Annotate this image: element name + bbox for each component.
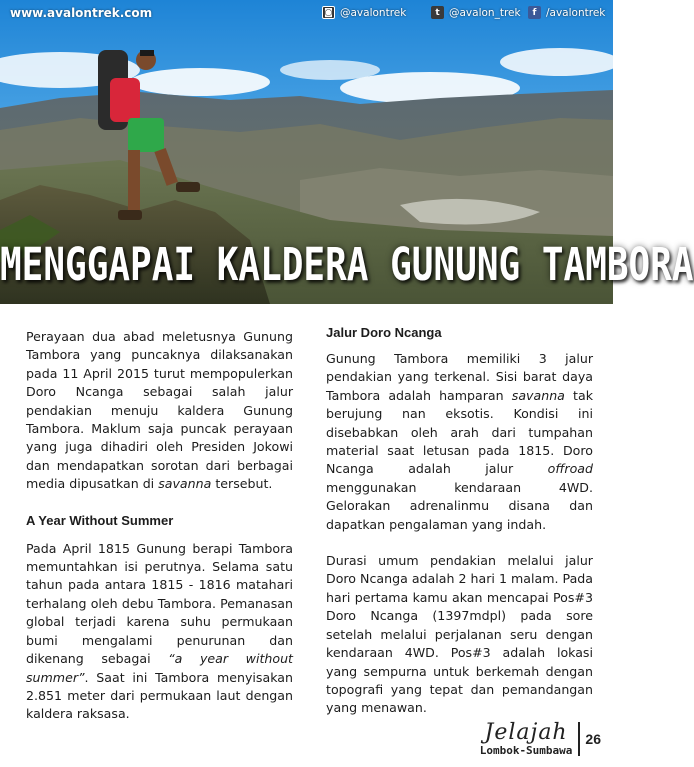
site-url[interactable]: www.avalontrek.com	[10, 6, 153, 20]
instagram-icon: ◙	[322, 6, 335, 19]
social-facebook[interactable]	[528, 6, 605, 19]
facebook-icon: f	[528, 6, 541, 19]
section1-paragraph: Pada April 1815 Gunung berapi Tambora memuntahkan isi perutnya. Selama satu tahun pada antara 1815 - 1816 matahari terhalang oleh debu Tambora. Pemanasan global terjadi karena suhu permukaan bumi mengalami penurunan dan dikenang sebagai “a year without summer”. Saat ini Tambora menyisakan 2.851 meter dari permukaan laut dengan kaldera raksasa.	[26, 540, 293, 722]
section2-paragraph-1: Gunung Tambora memiliki 3 jalur pendakian yang terkenal. Sisi barat daya Tambora adalah hamparan savanna tak berujung nan eksotis. Kondisi ini disebabkan oleh arah dari tumpahan material saat letusan pada 1815. Doro Ncanga adalah jalur offroad menggunakan kendaraan 4WD. Gelorakan adrenalinmu disana dan dapatkan pengalaman yang indah.	[326, 351, 593, 532]
social-instagram[interactable]	[322, 6, 406, 19]
section-heading-year-without-summer: A Year Without Summer	[26, 512, 174, 528]
facebook-handle: /avalontrek	[546, 6, 606, 19]
twitter-handle: @avalon_trek	[449, 6, 521, 19]
page-number: 26	[585, 731, 601, 747]
brand-bottom: Lombok-Sumbawa	[479, 744, 573, 757]
right-column	[326, 324, 593, 718]
section2-paragraph-2: Durasi umum pendakian melalui jalur Doro Ncanga adalah 2 hari 1 malam. Pada hari pertama kamu akan mencapai Pos#3 Doro Ncanga (1397mdpl) pada sore setelah melalui perjalanan seru dengan kendaraan 4WD. Pos#3 adalah lokasi yang sempurna untuk berkemah dengan topografi yang tepat dan pemandangan yang menawan.	[326, 553, 593, 716]
hero-banner	[0, 0, 694, 304]
instagram-handle: @avalontrek	[340, 6, 407, 19]
section-heading-jalur-doro-ncanga: Jalur Doro Ncanga	[326, 325, 442, 340]
twitter-icon: t	[431, 6, 444, 19]
intro-paragraph: Perayaan dua abad meletusnya Gunung Tambora yang puncaknya dilaksanakan pada 11 April 2015 turut mempopulerkan Doro Ncanga sebagai salah jalur pendakian menuju kaldera Gunung Tambora. Maklum saja puncak perayaan yang juga dihadiri oleh Presiden Jokowi dan mendapatkan sorotan dari berbagai media dipusatkan di savanna tersebut.	[26, 329, 293, 492]
article-title: MENGGAPAI KALDERA GUNUNG TAMBORA	[0, 240, 694, 292]
brand-top: Jelajah	[484, 720, 568, 745]
page-footer	[480, 722, 601, 756]
social-twitter[interactable]	[431, 6, 521, 19]
magazine-brand	[480, 722, 573, 756]
left-column	[26, 328, 293, 724]
footer-divider	[578, 722, 580, 756]
